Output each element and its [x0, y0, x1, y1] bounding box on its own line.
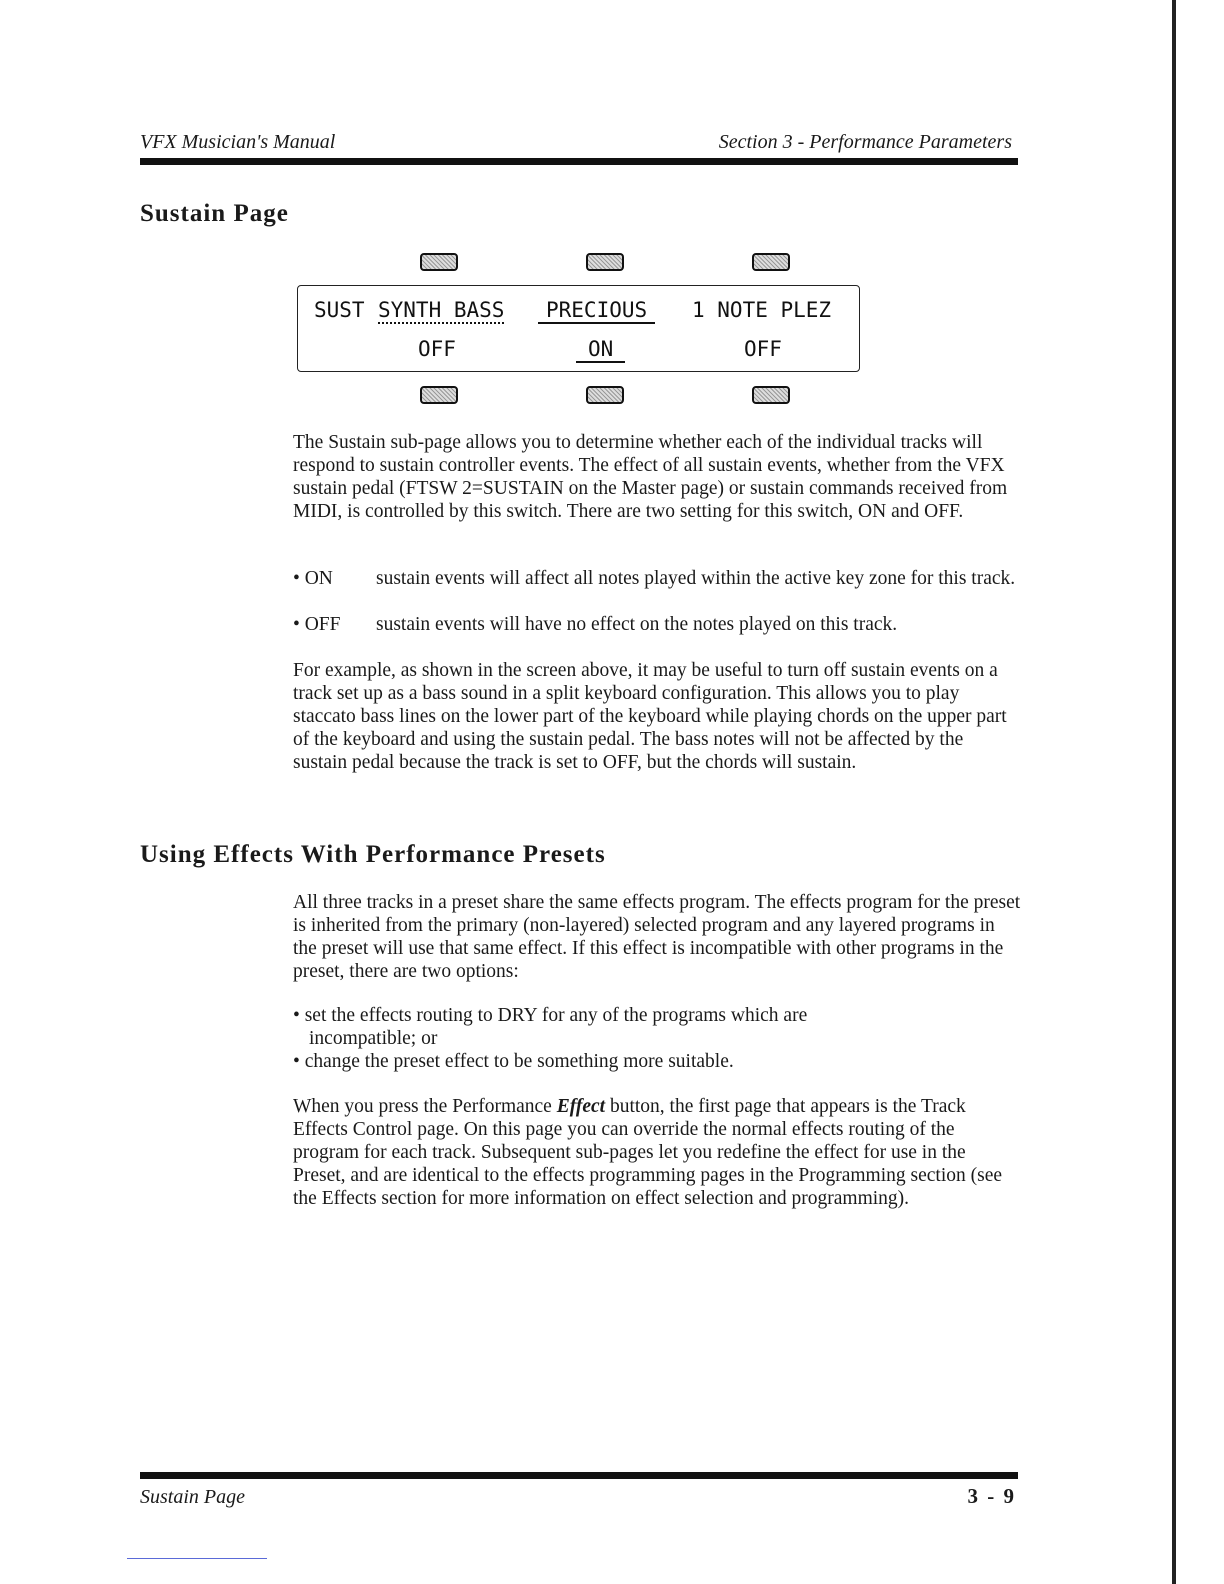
header-manual-title: VFX Musician's Manual [140, 131, 336, 153]
effects-closing-paragraph [293, 1095, 1021, 1210]
soft-button-bottom-1[interactable] [420, 386, 458, 404]
scan-artifact-line [127, 1558, 267, 1559]
lcd-track2-name: PRECIOUS [538, 298, 655, 324]
lcd-track1-name: SYNTH BASS [378, 298, 505, 322]
scan-edge-bar [1172, 0, 1176, 1584]
effects-section-heading: Using Effects With Performance Presets [140, 841, 606, 868]
sustain-intro-paragraph: The Sustain sub-page allows you to determine whether each of the individual tracks will respond to sustain controller events. The effect of all sustain events, whether from the VFX sustain pedal (FTSW 2=SUSTAIN on the Master page) or sustain commands received from MIDI, is controlled by this switch. There are two setting for this switch, ON and OFF. [293, 432, 1008, 522]
closing-text-before: When you press the Performance [293, 1096, 557, 1117]
effects-bullet-change: • change the preset effect to be something more suitable. [293, 1051, 734, 1072]
effects-bullet-dry: • set the effects routing to DRY for any of the programs which are incompatible; or [293, 1005, 808, 1049]
sustain-example-paragraph: For example, as shown in the screen above, it may be useful to turn off sustain events on a track set up as a bass sound in a split keyboard configuration. This allows you to play staccato bass lines on the lower part of the keyboard while playing chords on the upper part of the keyboard and using the sustain pedal. The bass notes will not be affected by the sustain pedal because the track is set to OFF, but the chords will sustain. [293, 660, 1007, 773]
soft-button-top-3[interactable] [752, 253, 790, 271]
header-rule [140, 158, 1018, 165]
soft-button-bottom-3[interactable] [752, 386, 790, 404]
lcd-track1-value: OFF [418, 337, 456, 361]
soft-button-top-2[interactable] [586, 253, 624, 271]
lcd-display [297, 285, 860, 372]
soft-button-bottom-2[interactable] [586, 386, 624, 404]
sustain-page-heading: Sustain Page [140, 200, 289, 227]
effects-intro-paragraph: All three tracks in a preset share the same effects program. The effects program for the preset is inherited from the primary (non-layered) selected program and any layered programs in the preset will use that same effect. If this effect is incompatible with other programs in the preset, there are two options: [293, 892, 1021, 982]
lcd-page-label: SUST [314, 298, 365, 322]
footer-rule [140, 1472, 1018, 1479]
header-section-title: Section 3 - Performance Parameters [718, 131, 1012, 153]
lcd-track3-name: 1 NOTE PLEZ [692, 298, 832, 322]
option-off-term: • OFF [293, 614, 341, 635]
lcd-track2-value: ON [576, 337, 625, 363]
effect-button-name: Effect [556, 1096, 606, 1117]
option-on-text: sustain events will affect all notes played within the active key zone for this track. [376, 568, 1016, 589]
soft-button-top-1[interactable] [420, 253, 458, 271]
footer-page-number: 3 - 9 [967, 1484, 1016, 1508]
option-off-text: sustain events will have no effect on the notes played on this track. [376, 614, 898, 635]
closing-text-after: button, the first page that appears is the Track Effects Control page. On this page you can override the normal effects routing of the program for each track. Subsequent sub-pages let you redefine the effect for use in the Preset, and are identical to the effects programming pages in the Programming section (see the Effects section for more information on effect selection and programming). [293, 1096, 1002, 1209]
footer-page-title: Sustain Page [140, 1486, 245, 1508]
option-on-term: • ON [293, 568, 333, 589]
lcd-track3-value: OFF [744, 337, 782, 361]
